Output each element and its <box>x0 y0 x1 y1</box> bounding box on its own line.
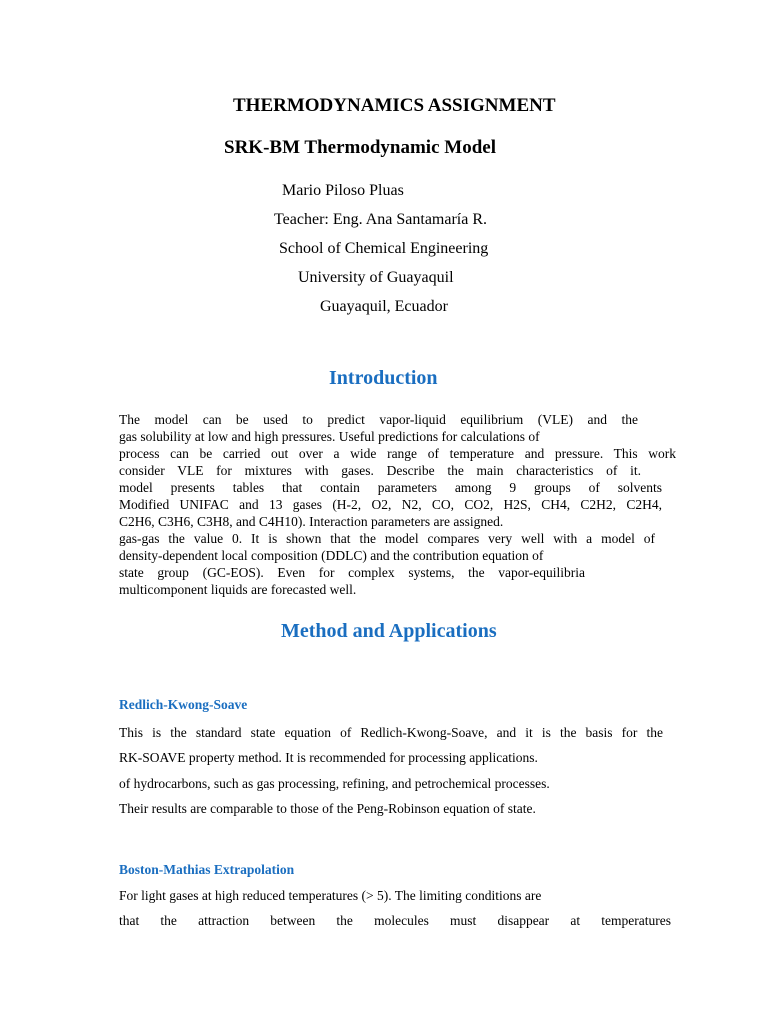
paragraph-line: Modified UNIFAC and 13 gases (H-2, O2, N2, CO, CO2, H2S, CH4, C2H2, C2H4, <box>119 497 662 512</box>
document-title: THERMODYNAMICS ASSIGNMENT <box>233 95 556 116</box>
paragraph-line: that the attraction between the molecules must disappear at temperatures <box>119 913 671 928</box>
rks-heading: Redlich-Kwong-Soave <box>119 697 248 712</box>
paragraph-line: density-dependent local composition (DDLC) and the contribution equation of <box>119 548 544 563</box>
paragraph-line: of hydrocarbons, such as gas processing, refining, and petrochemical processes. <box>119 776 550 791</box>
paragraph-line: Their results are comparable to those of the Peng-Robinson equation of state. <box>119 801 536 816</box>
paragraph-line: This is the standard state equation of Redlich-Kwong-Soave, and it is the basis for the <box>119 725 663 740</box>
document-subtitle: SRK-BM Thermodynamic Model <box>224 137 496 158</box>
teacher-line: Teacher: Eng. Ana Santamaría R. <box>274 211 488 228</box>
bm-heading: Boston-Mathias Extrapolation <box>119 862 295 877</box>
paragraph-line: model presents tables that contain parameters among 9 groups of solvents <box>119 480 662 495</box>
paragraph-line: For light gases at high reduced temperatures (> 5). The limiting conditions are <box>119 888 542 903</box>
paragraph-line: process can be carried out over a wide range of temperature and pressure. This work <box>119 446 676 461</box>
author-name: Mario Piloso Pluas <box>282 182 404 199</box>
introduction-heading: Introduction <box>329 367 438 389</box>
paragraph-line: consider VLE for mixtures with gases. Describe the main characteristics of it. <box>119 463 641 478</box>
method-heading: Method and Applications <box>281 620 497 642</box>
paragraph-line: RK-SOAVE property method. It is recommended for processing applications. <box>119 750 538 765</box>
paragraph-line: multicomponent liquids are forecasted well. <box>119 582 357 597</box>
paragraph-line: C2H6, C3H6, C3H8, and C4H10). Interaction parameters are assigned. <box>119 514 504 529</box>
school-line: School of Chemical Engineering <box>279 240 489 257</box>
paragraph-line: state group (GC-EOS). Even for complex systems, the vapor-equilibria <box>119 565 585 580</box>
paragraph-line: gas solubility at low and high pressures. Useful predictions for calculations of <box>119 429 540 444</box>
university-line: University of Guayaquil <box>298 269 454 286</box>
location-line: Guayaquil, Ecuador <box>320 298 448 315</box>
paragraph-line: The model can be used to predict vapor-liquid equilibrium (VLE) and the <box>119 412 638 427</box>
paragraph-line: gas-gas the value 0. It is shown that the model compares very well with a model of <box>119 531 655 546</box>
